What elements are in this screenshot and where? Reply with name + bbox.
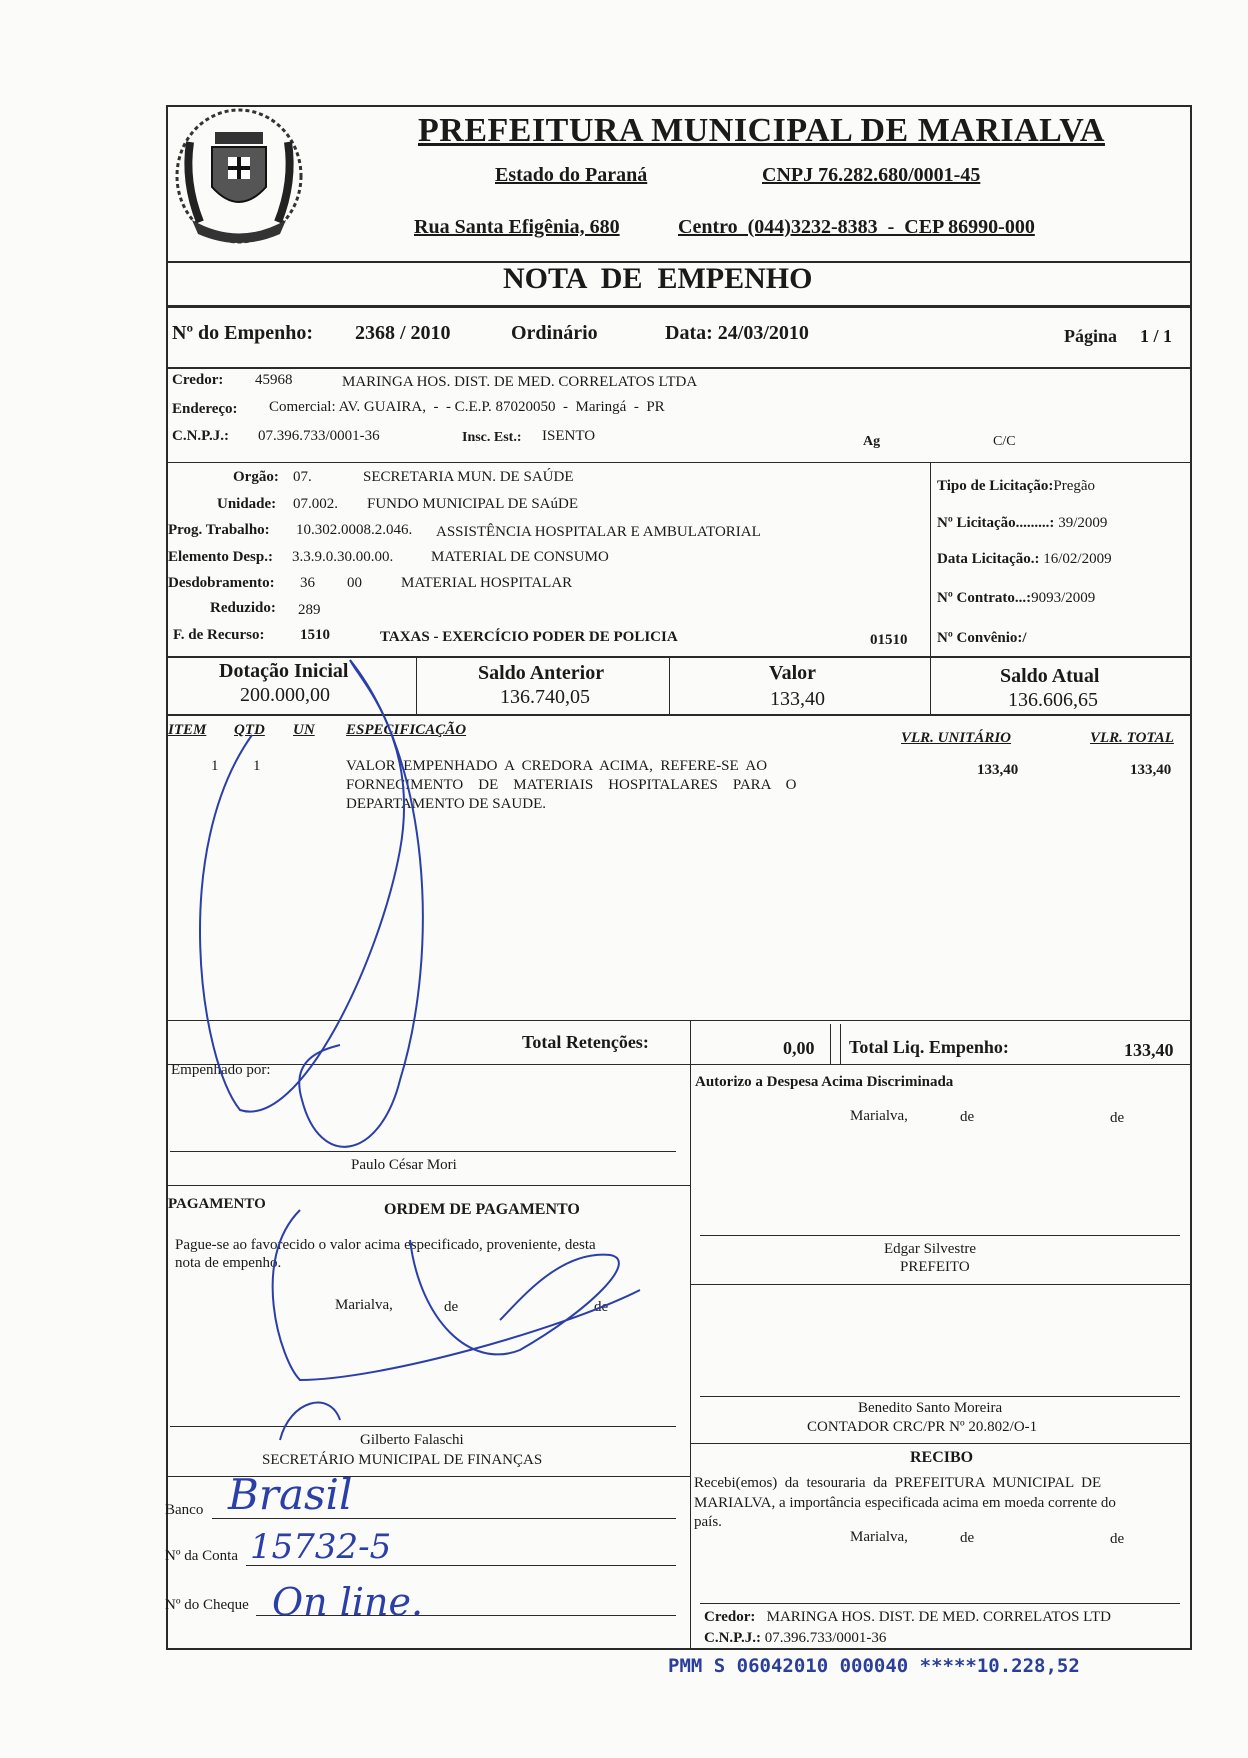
desd-code: 36: [300, 575, 315, 591]
contador-name: Benedito Santo Moreira: [858, 1400, 1003, 1416]
recibo-text2: MARIALVA, a importância especificada acima em moeda corrente do: [694, 1495, 1116, 1511]
licitacao-tipo: Tipo de Licitação:Pregão: [937, 478, 1096, 494]
pagamento-de2: de: [594, 1299, 609, 1315]
desd-label: Desdobramento:: [168, 575, 275, 591]
item-number: 1: [211, 758, 219, 774]
cheque-value: On line.: [272, 1580, 424, 1624]
banco-label: Banco: [165, 1502, 204, 1518]
conta-label: Nº da Conta: [165, 1548, 238, 1564]
liquido-label: Total Liq. Empenho:: [849, 1037, 1009, 1057]
ag-label: Ag: [863, 434, 881, 449]
header-contact: Centro (044)3232-8383 - CEP 86990-000: [678, 216, 1035, 238]
credor-code: 45968: [255, 372, 293, 388]
credor-insc: ISENTO: [542, 428, 596, 444]
cnpj-label: C.N.P.J.:: [172, 428, 229, 444]
item-spec-line1: VALOR EMPENHADO A CREDORA ACIMA, REFERE-SE AO: [346, 758, 768, 774]
licitacao-data: Data Licitação.: 16/02/2009: [937, 551, 1112, 567]
recibo-text1: Recebi(emos) da tesouraria da PREFEITURA MUNICIPAL DE: [694, 1475, 1102, 1491]
empenho-type: Ordinário: [511, 322, 598, 344]
banco-value: Brasil: [228, 1470, 353, 1519]
header-state: Estado do Paraná: [495, 164, 648, 186]
desd-name: MATERIAL HOSPITALAR: [401, 575, 573, 591]
dotacao-value: 200.000,00: [240, 684, 330, 706]
header-cnpj: CNPJ 76.282.680/0001-45: [762, 164, 981, 186]
contador-role: CONTADOR CRC/PR Nº 20.802/O-1: [807, 1419, 1038, 1435]
orgao-label: Orgão:: [233, 469, 279, 485]
payment-stamp: PMM S 06042010 000040 *****10.228,52: [668, 1655, 1080, 1677]
recibo-de2: de: [1110, 1531, 1125, 1547]
licitacao-contrato: Nº Contrato...:9093/2009: [937, 590, 1096, 606]
autorizo-de2: de: [1110, 1110, 1125, 1126]
unidade-label: Unidade:: [217, 496, 277, 512]
elem-name: MATERIAL DE CONSUMO: [431, 549, 609, 565]
licitacao-convenio: Nº Convênio:/: [937, 630, 1027, 646]
item-spec-line2: FORNECIMENTO DE MATERIAIS HOSPITALARES PARA O: [346, 777, 797, 793]
pagamento-place: Marialva,: [335, 1297, 393, 1313]
autorizo-label: Autorizo a Despesa Acima Discriminada: [695, 1074, 954, 1090]
elem-code: 3.3.9.0.30.00.00.: [292, 549, 394, 565]
rec-code: 1510: [300, 627, 330, 643]
item-qtd: 1: [253, 758, 261, 774]
prog-code: 10.302.0008.2.046.: [296, 522, 413, 538]
cc-label: C/C: [993, 434, 1016, 449]
ordem-pagamento-label: ORDEM DE PAGAMENTO: [384, 1201, 580, 1218]
recibo-de1: de: [960, 1530, 975, 1546]
licitacao-num: Nº Licitação.........: 39/2009: [937, 515, 1108, 531]
retencoes-label: Total Retenções:: [522, 1032, 649, 1052]
anterior-label: Saldo Anterior: [478, 662, 605, 684]
atual-label: Saldo Atual: [1000, 665, 1100, 687]
document-title: NOTA DE EMPENHO: [503, 262, 813, 295]
empenhado-signer: Paulo César Mori: [351, 1157, 457, 1173]
empenhado-label: Empenhado por:: [171, 1062, 271, 1078]
pagamento-signer: Gilberto Falaschi: [360, 1432, 464, 1448]
col-item: ITEM: [168, 722, 207, 738]
col-unit: VLR. UNITÁRIO: [901, 730, 1012, 746]
red-code: 289: [298, 602, 321, 618]
pagamento-role: SECRETÁRIO MUNICIPAL DE FINANÇAS: [262, 1452, 543, 1468]
cheque-label: Nº do Cheque: [165, 1597, 249, 1613]
rec-code2: 01510: [870, 632, 908, 648]
col-un: UN: [293, 722, 315, 738]
prefeito-name: Edgar Silvestre: [884, 1241, 977, 1257]
recibo-label: RECIBO: [910, 1449, 974, 1466]
orgao-name: SECRETARIA MUN. DE SAÚDE: [363, 469, 574, 485]
item-unit-value: 133,40: [977, 762, 1019, 778]
anterior-value: 136.740,05: [500, 686, 590, 708]
endereco-label: Endereço:: [172, 401, 238, 417]
empenho-number: 2368 / 2010: [355, 322, 451, 344]
pagamento-text2: nota de empenho.: [175, 1255, 282, 1271]
recibo-credor: Credor: MARINGA HOS. DIST. DE MED. CORRELATOS LTD: [704, 1609, 1111, 1625]
pagamento-de1: de: [444, 1299, 459, 1315]
atual-value: 136.606,65: [1008, 689, 1098, 711]
recibo-cnpj: C.N.P.J.: 07.396.733/0001-36: [704, 1630, 887, 1646]
autorizo-de1: de: [960, 1109, 975, 1125]
insc-label: Insc. Est.:: [462, 430, 522, 445]
autorizo-place: Marialva,: [850, 1108, 908, 1124]
rec-name: TAXAS - EXERCÍCIO PODER DE POLICIA: [380, 629, 678, 645]
liquido-value: 133,40: [1124, 1040, 1174, 1060]
page-number: 1 / 1: [1140, 326, 1173, 346]
header-street: Rua Santa Efigênia, 680: [414, 216, 620, 238]
red-label: Reduzido:: [210, 600, 276, 616]
empenho-label: Nº do Empenho:: [172, 322, 314, 344]
valor-value: 133,40: [770, 688, 825, 710]
unidade-code: 07.002.: [293, 496, 338, 512]
prefeito-role: PREFEITO: [900, 1259, 970, 1275]
pagamento-label: PAGAMENTO: [168, 1196, 266, 1212]
prog-label: Prog. Trabalho:: [168, 522, 270, 538]
item-spec-line3: DEPARTAMENTO DE SAUDE.: [346, 796, 546, 812]
recibo-text3: país.: [694, 1514, 722, 1530]
item-total-value: 133,40: [1130, 762, 1172, 778]
prog-name: ASSISTÊNCIA HOSPITALAR E AMBULATORIAL: [436, 524, 761, 540]
rec-label: F. de Recurso:: [173, 627, 265, 643]
orgao-code: 07.: [293, 469, 312, 485]
recibo-place: Marialva,: [850, 1529, 908, 1545]
conta-value: 15732-5: [250, 1527, 392, 1567]
valor-label: Valor: [769, 662, 817, 684]
col-qtd: QTD: [234, 722, 265, 738]
credor-label: Credor:: [172, 372, 224, 388]
pagamento-text1: Pague-se ao favorecido o valor acima especificado, proveniente, desta: [175, 1237, 596, 1253]
elem-label: Elemento Desp.:: [168, 549, 273, 565]
page-label: Página: [1064, 326, 1118, 346]
empenho-date: Data: 24/03/2010: [665, 322, 809, 344]
desd-code2: 00: [347, 575, 362, 591]
credor-cnpj: 07.396.733/0001-36: [258, 428, 380, 444]
retencoes-value: 0,00: [783, 1038, 815, 1058]
col-spec: ESPECIFICAÇÃO: [346, 722, 467, 738]
dotacao-label: Dotação Inicial: [219, 660, 349, 682]
col-total: VLR. TOTAL: [1090, 730, 1174, 746]
credor-name: MARINGA HOS. DIST. DE MED. CORRELATOS LTDA: [342, 374, 698, 390]
header-title: PREFEITURA MUNICIPAL DE MARIALVA: [418, 112, 1105, 149]
unidade-name: FUNDO MUNICIPAL DE SAúDE: [367, 496, 578, 512]
credor-address: Comercial: AV. GUAIRA, - - C.E.P. 87020050 - Maringá - PR: [269, 399, 665, 415]
